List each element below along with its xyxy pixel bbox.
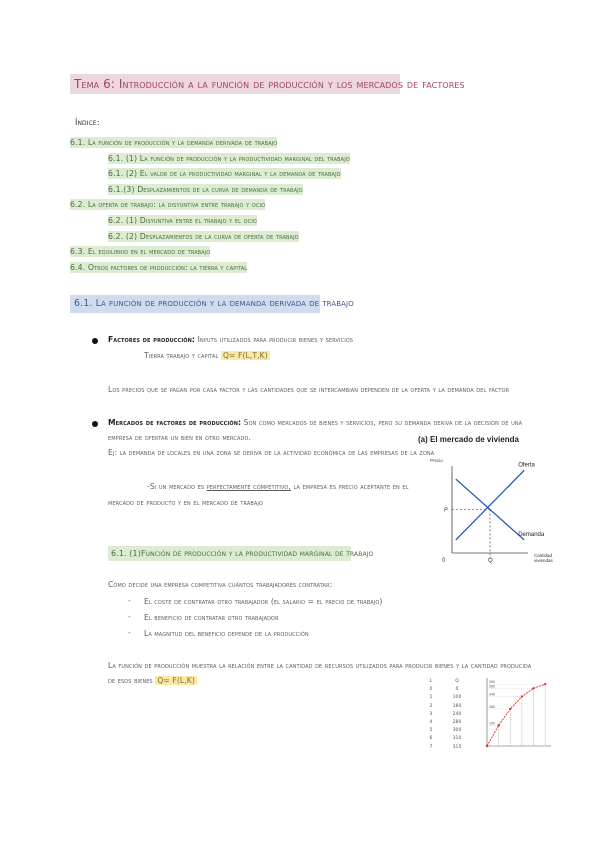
example-line: Ej: la demanda de locales en una zona se deriva de la actividad económica de las empresas de la zona xyxy=(108,448,435,457)
x-axis-label: viviendas xyxy=(534,558,553,563)
table-cell: 7 xyxy=(429,744,433,750)
subsection-heading: 6.1. (1)Función de producción y la productividad marginal de trabajo xyxy=(108,546,351,561)
table-cell: 3 xyxy=(429,711,433,717)
index-item[interactable]: 6.1. (1) La función de producción y la productividad marginal del trabajo xyxy=(108,154,350,163)
table-cell: 0 xyxy=(455,687,459,693)
index-item[interactable]: 6.2. La oferta de trabajo: la disyuntiva entre trabajo y ocio xyxy=(70,200,266,209)
index-item[interactable]: 6.1. (2) El valor de la productividad marginal y la demanda de trabajo xyxy=(108,169,341,178)
formula: Q= F(L,K) xyxy=(157,676,195,685)
paragraph: Los precios que se pagan por casa factor y las cantidades que se intercambian dependen de la oferta y la demanda del factor xyxy=(108,385,510,394)
list-item: El beneficio de contratar otro trabajador xyxy=(144,613,279,622)
note-underlined: perfectamente competitivo, xyxy=(206,482,291,491)
index-item[interactable]: 6.2. (1) Disyuntiva entre el trabajo y el ocio xyxy=(108,216,257,225)
table-cell: 310 xyxy=(452,736,462,742)
bullet-line: empresa de ofertar un bien en otro mercado. xyxy=(108,433,251,442)
x-tick-label: 0 xyxy=(442,558,446,564)
list-item: El coste de contratar otro trabajador (el salario = el precio de trabajo) xyxy=(144,597,383,606)
production-function-chart xyxy=(415,674,555,754)
index-item[interactable]: 6.1. La función de producción y la demanda derivada de trabajo xyxy=(70,138,278,147)
point-label: 240 xyxy=(489,692,495,697)
index-label: Índice: xyxy=(75,118,100,127)
series-label: Oferta xyxy=(518,462,535,469)
x-tick-label: Q xyxy=(488,558,493,564)
y-axis-label: Precio xyxy=(430,458,443,463)
table-cell: 2 xyxy=(429,703,433,709)
index-item[interactable]: 6.4. Otros factores de producción: la tierra y capital xyxy=(70,263,248,272)
table-cell: L xyxy=(429,679,433,684)
bullet-line xyxy=(108,418,522,427)
bullet-icon xyxy=(92,338,98,344)
note-text: -Si un mercado es xyxy=(147,482,205,491)
series-label: Demanda xyxy=(518,531,545,538)
index-item[interactable]: 6.3. El equilibrio en el mercado de trabajo xyxy=(70,247,211,256)
definition: Son como mercados de bienes y servicios, pero su demanda deriva de la decisión de una xyxy=(243,418,523,427)
closing-text: de esos bienes xyxy=(108,676,153,685)
paragraph xyxy=(108,676,197,685)
table-cell: 180 xyxy=(452,703,462,709)
list-item: La magnitud del beneficio depende de la producción xyxy=(144,629,309,638)
term: Mercados de factores de producción: xyxy=(108,418,242,427)
bullet-line xyxy=(144,351,270,360)
factors-text: Tierra trabajo y capital xyxy=(144,351,219,360)
section-heading: 6.1. La función de producción y la demanda derivada de trabajo xyxy=(70,295,320,313)
dash-icon: - xyxy=(128,596,131,605)
point-label: 300 xyxy=(489,680,495,685)
table-cell: Q xyxy=(455,679,459,684)
index-item[interactable]: 6.1.(3) Desplazamientos de la curva de demanda de trabajo xyxy=(108,185,303,194)
definition: Inputs utilizados para producir bienes y servicios xyxy=(197,335,354,344)
table-cell: 6 xyxy=(429,736,433,742)
data-point xyxy=(486,745,488,747)
note-text: la empresa es precio aceptante en el xyxy=(293,482,409,491)
table-cell: 0 xyxy=(429,687,433,693)
table-cell: 300 xyxy=(452,728,462,734)
point-label: 180 xyxy=(489,704,495,709)
production-curve xyxy=(487,684,545,746)
table-cell: 4 xyxy=(429,719,433,725)
formula: Q= F(L,T,K) xyxy=(222,351,268,360)
table-cell: 315 xyxy=(452,744,462,750)
chart-title: (a) El mercado de vivienda xyxy=(418,435,519,444)
data-point xyxy=(532,687,534,689)
index-item[interactable]: 6.2. (2) Desplazamientos de la curva de oferta de trabajo xyxy=(108,232,299,241)
note-line: mercado de producto y en el mercado de trabajo xyxy=(108,498,264,507)
x-axis-label: Cantidad xyxy=(534,553,553,558)
note-line xyxy=(147,482,408,491)
data-point xyxy=(497,724,499,726)
bullet-icon xyxy=(92,421,98,427)
table-cell: 100 xyxy=(452,695,462,701)
point-label: 280 xyxy=(489,684,495,689)
dash-icon: - xyxy=(128,612,131,621)
table-cell: 1 xyxy=(429,695,433,701)
data-point xyxy=(509,708,511,710)
point-label: 100 xyxy=(489,721,495,726)
bullet-line xyxy=(108,335,353,344)
paragraph: La función de producción muestra la relación entre la cantidad de recursos utilizados para producir bienes y la cantidad producida xyxy=(108,661,532,670)
table-cell: 280 xyxy=(452,719,462,725)
page-title: Tema 6: Introducción a la función de producción y los mercados de factores xyxy=(70,74,400,94)
dash-icon: - xyxy=(128,628,131,637)
housing-market-chart xyxy=(416,432,586,572)
term: Factores de producción: xyxy=(108,335,196,344)
question: Cómo decide una empresa competitiva cuántos trabajadores contratar: xyxy=(108,580,333,589)
data-point xyxy=(544,683,546,685)
y-tick-label: P xyxy=(444,507,448,514)
data-point xyxy=(521,695,523,697)
table-cell: 240 xyxy=(452,711,462,717)
table-cell: 5 xyxy=(429,728,433,734)
